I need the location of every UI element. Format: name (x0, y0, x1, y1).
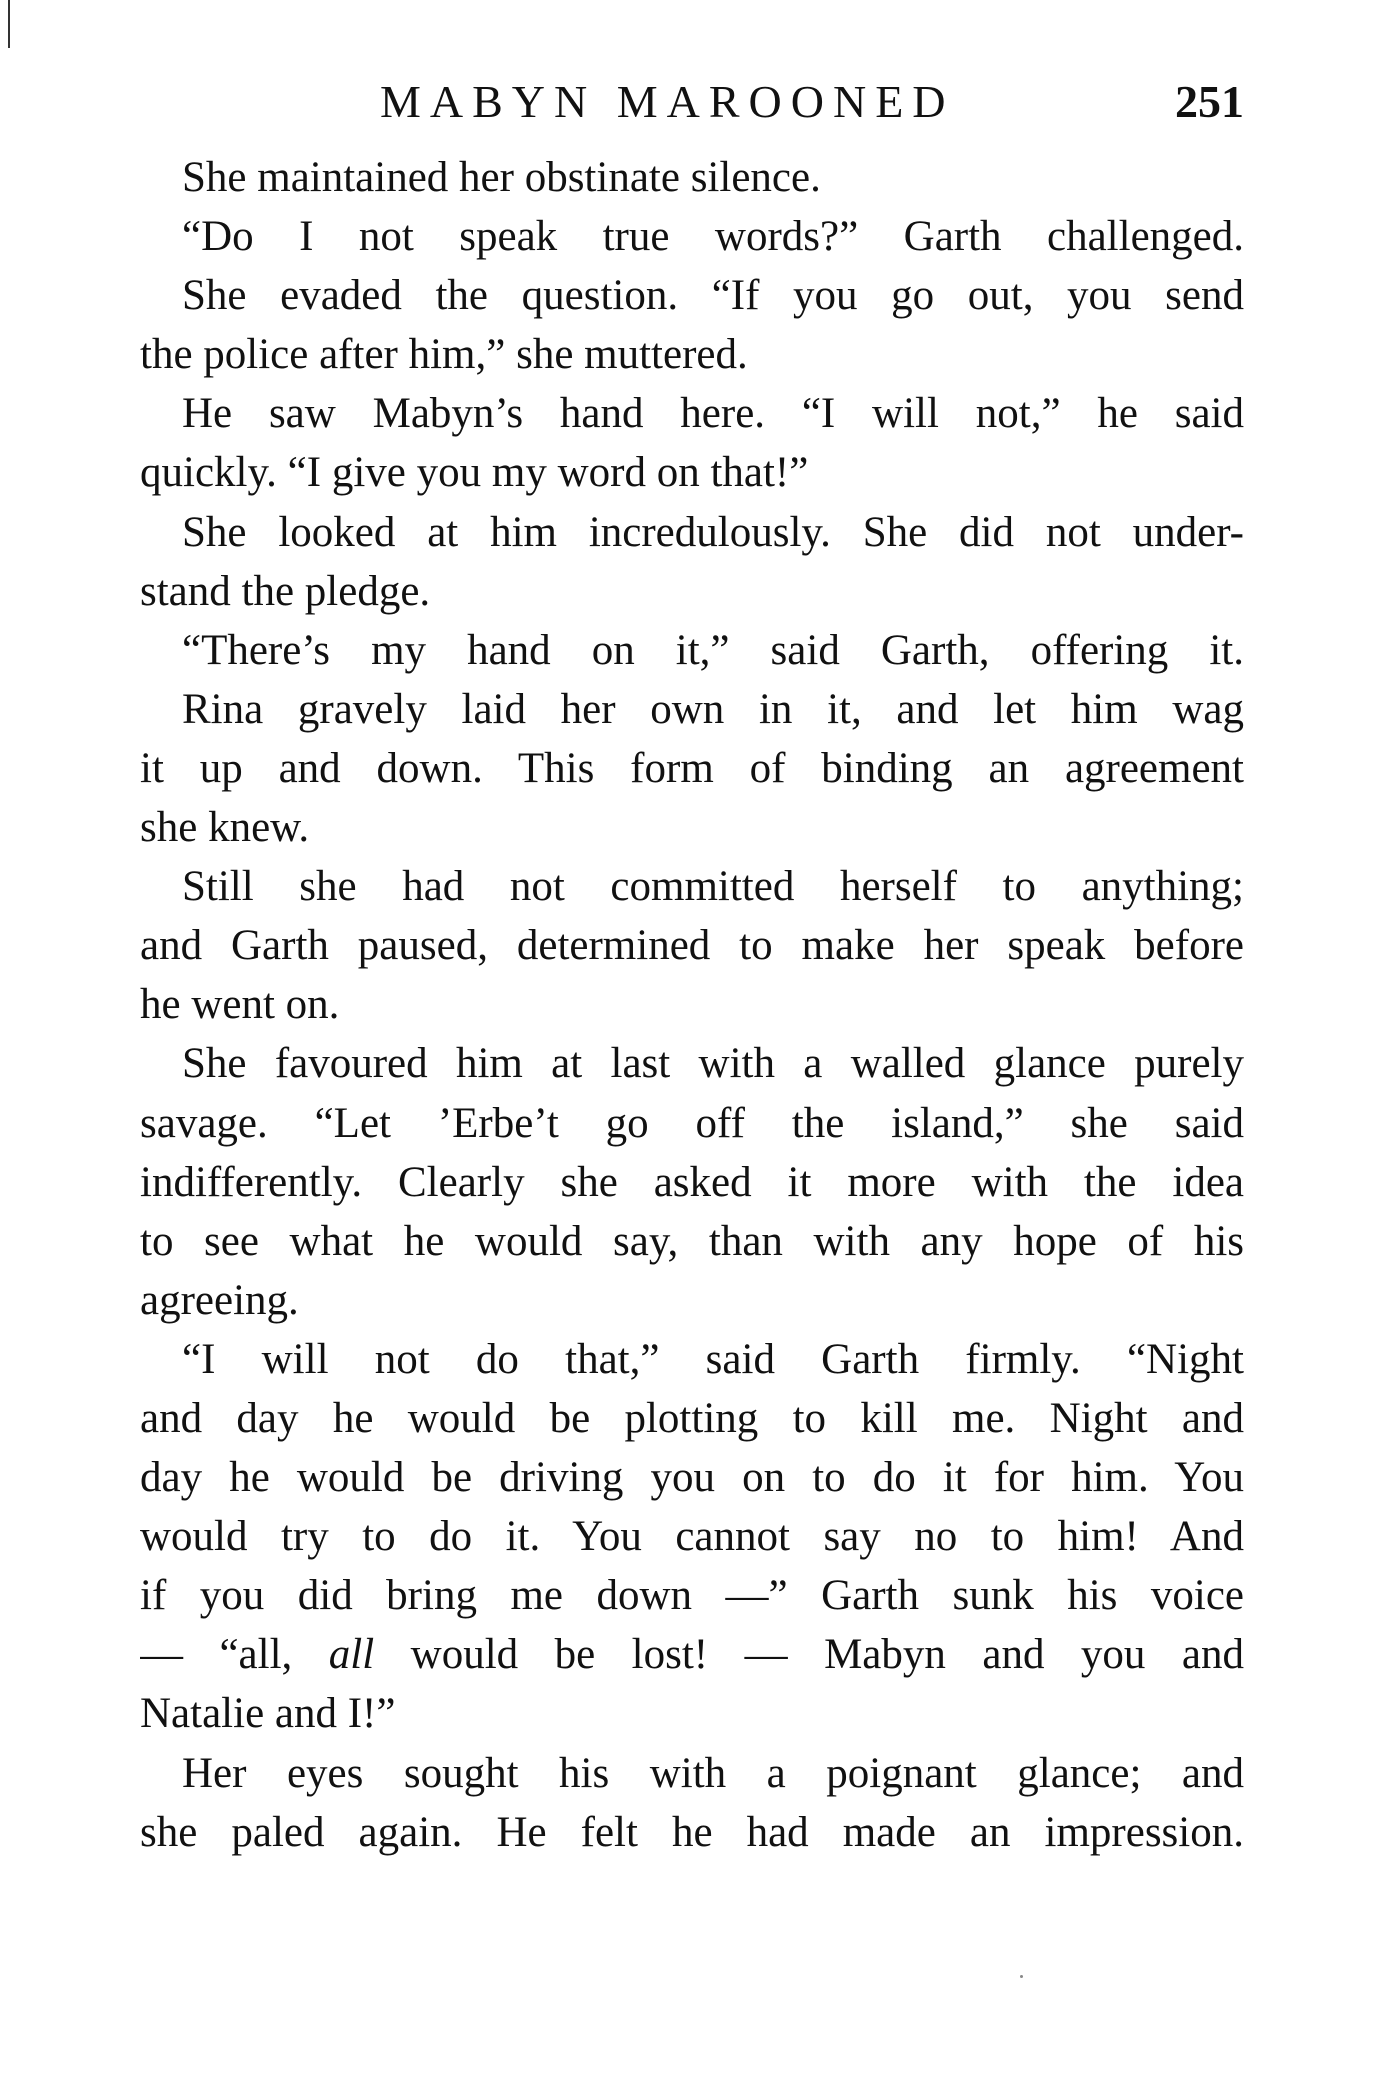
scan-edge-line (8, 0, 10, 48)
text-line: She looked at him incredulously. She did not under- (182, 508, 1244, 556)
text-line: savage. “Let ’Erbe’t go off the island,” she said (140, 1099, 1244, 1147)
italic-word: all (328, 1631, 375, 1679)
text-line: “Do I not speak true words?” Garth challenged. (182, 213, 1244, 261)
text-line: She favoured him at last with a walled glance purely (182, 1040, 1244, 1088)
text-line: she knew. (140, 804, 310, 852)
text-line: day he would be driving you on to do it for him. You (140, 1454, 1244, 1502)
body-text (140, 148, 1244, 1862)
text-line: and Garth paused, determined to make her speak before (140, 922, 1244, 970)
text-segment: — “all, (140, 1631, 329, 1679)
text-line: indifferently. Clearly she asked it more with the idea (140, 1158, 1244, 1206)
text-line: Natalie and I!” (140, 1690, 396, 1738)
text-line: agreeing. (140, 1276, 299, 1324)
paper-speck (1020, 1975, 1023, 1978)
text-line: would try to do it. You cannot say no to him! And (140, 1513, 1244, 1561)
page-number: 251 (1175, 76, 1244, 127)
text-line: He saw Mabyn’s hand here. “I will not,” he said (182, 390, 1244, 438)
running-header (140, 72, 1244, 132)
text-line: if you did bring me down —” Garth sunk his voice (140, 1572, 1244, 1620)
text-line: he went on. (140, 981, 340, 1029)
text-segment: would be lost! — Mabyn and you and (374, 1631, 1244, 1679)
text-line: Still she had not committed herself to anything; (182, 863, 1244, 911)
text-line: she paled again. He felt he had made an impression. (140, 1808, 1244, 1856)
text-line: Rina gravely laid her own in it, and let him wag (182, 685, 1244, 733)
text-line: “I will not do that,” said Garth firmly. “Night (182, 1335, 1244, 1383)
text-line: stand the pledge. (140, 567, 431, 615)
text-line: “There’s my hand on it,” said Garth, offering it. (182, 626, 1244, 674)
text-line-with-italic (140, 1625, 1244, 1684)
text-line: it up and down. This form of binding an agreement (140, 744, 1244, 792)
running-title: MABYN MAROONED (380, 76, 955, 127)
text-line: She maintained her obstinate silence. (182, 154, 821, 201)
text-line: Her eyes sought his with a poignant glance; and (182, 1749, 1244, 1797)
text-line: She evaded the question. “If you go out, you send (182, 272, 1244, 320)
text-line: quickly. “I give you my word on that!” (140, 449, 809, 497)
text-line: the police after him,” she muttered. (140, 331, 748, 379)
text-line: and day he would be plotting to kill me. Night and (140, 1394, 1244, 1442)
text-line: to see what he would say, than with any hope of his (140, 1217, 1244, 1265)
